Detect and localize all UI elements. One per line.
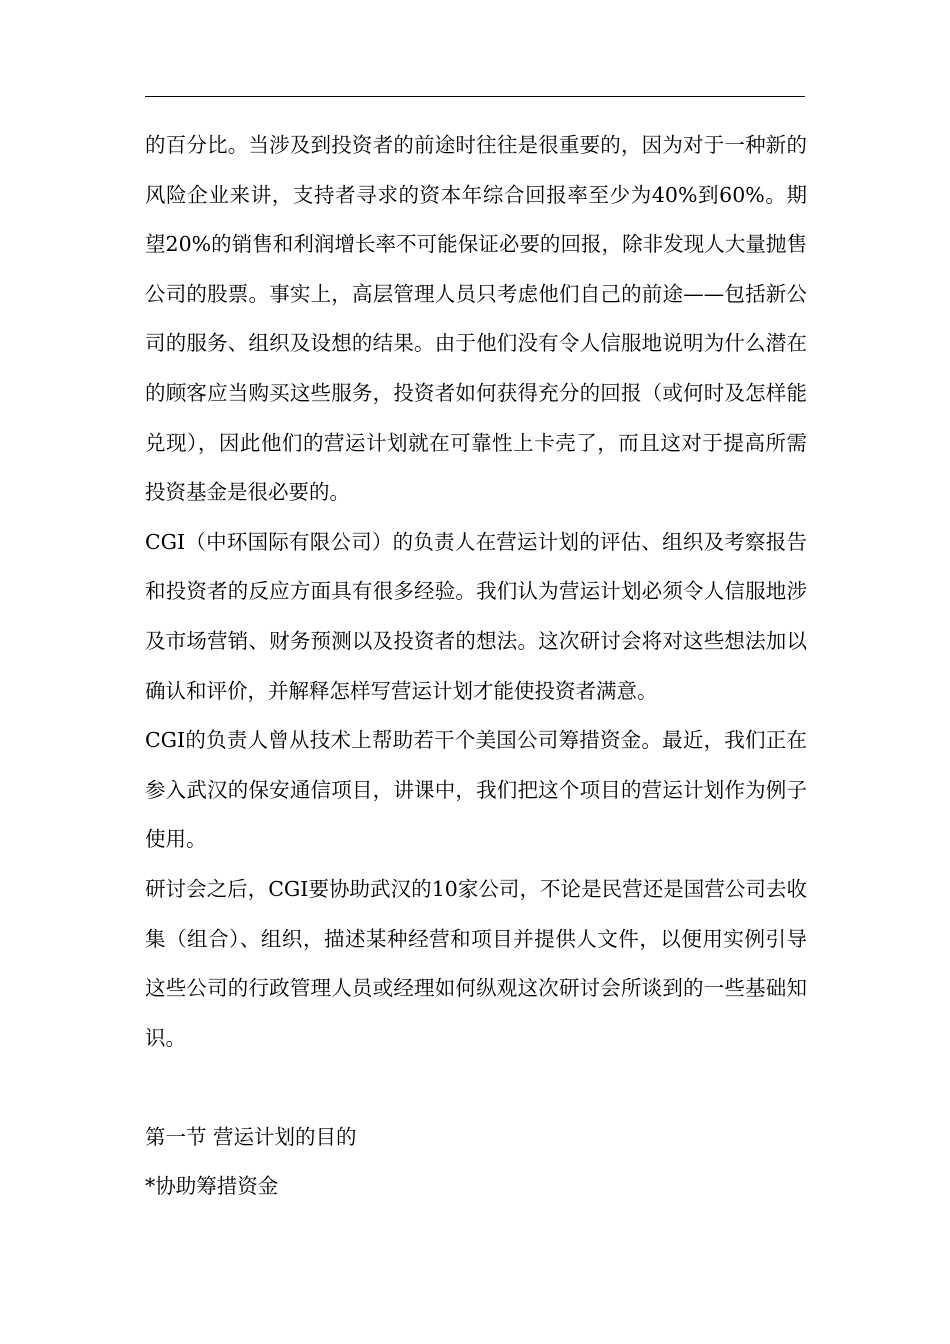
document-body [145, 121, 807, 1212]
paragraph-2: CGI（中环国际有限公司）的负责人在营运计划的评估、组织及考察报告和投资者的反应方面具有很多经验。我们认为营运计划必须令人信服地涉及市场营销、财务预测以及投资者的想法。这次研讨会将对这些想法加以确认和评价，并解释怎样写营运计划才能使投资者满意。 [145, 529, 807, 703]
paragraph-4: 研讨会之后，CGI要协助武汉的10家公司，不论是民营还是国营公司去收集（组合）、组织，描述某种经营和项目并提供人文件，以便用实例引导这些公司的行政管理人员或经理如何纵观这次研讨会所谈到的一些基础知识。 [145, 876, 807, 1050]
bullet-item: *协助筹措资金 [145, 1174, 279, 1199]
header-rule [145, 96, 805, 97]
blank-line [145, 1063, 807, 1113]
paragraph-3: CGI的负责人曾从技术上帮助若干个美国公司筹措资金。最近，我们正在参入武汉的保安通信项目，讲课中，我们把这个项目的营运计划作为例子使用。 [145, 728, 807, 852]
section-heading: 第一节 营运计划的目的 [145, 1124, 357, 1149]
paragraph-1: 的百分比。当涉及到投资者的前途时往往是很重要的，因为对于一种新的风险企业来讲，支持者寻求的资本年综合回报率至少为40%到60%。期望20%的销售和利润增长率不可能保证必要的回报，除非发现人大量抛售公司的股票。事实上，高层管理人员只考虑他们自己的前途——包括新公司的服务、组织及设想的结果。由于他们没有令人信服地说明为什么潜在的顾客应当购买这些服务，投资者如何获得充分的回报（或何时及怎样能兑现），因此他们的营运计划就在可靠性上卡壳了，而且这对于提高所需投资基金是很必要的。 [145, 133, 807, 505]
